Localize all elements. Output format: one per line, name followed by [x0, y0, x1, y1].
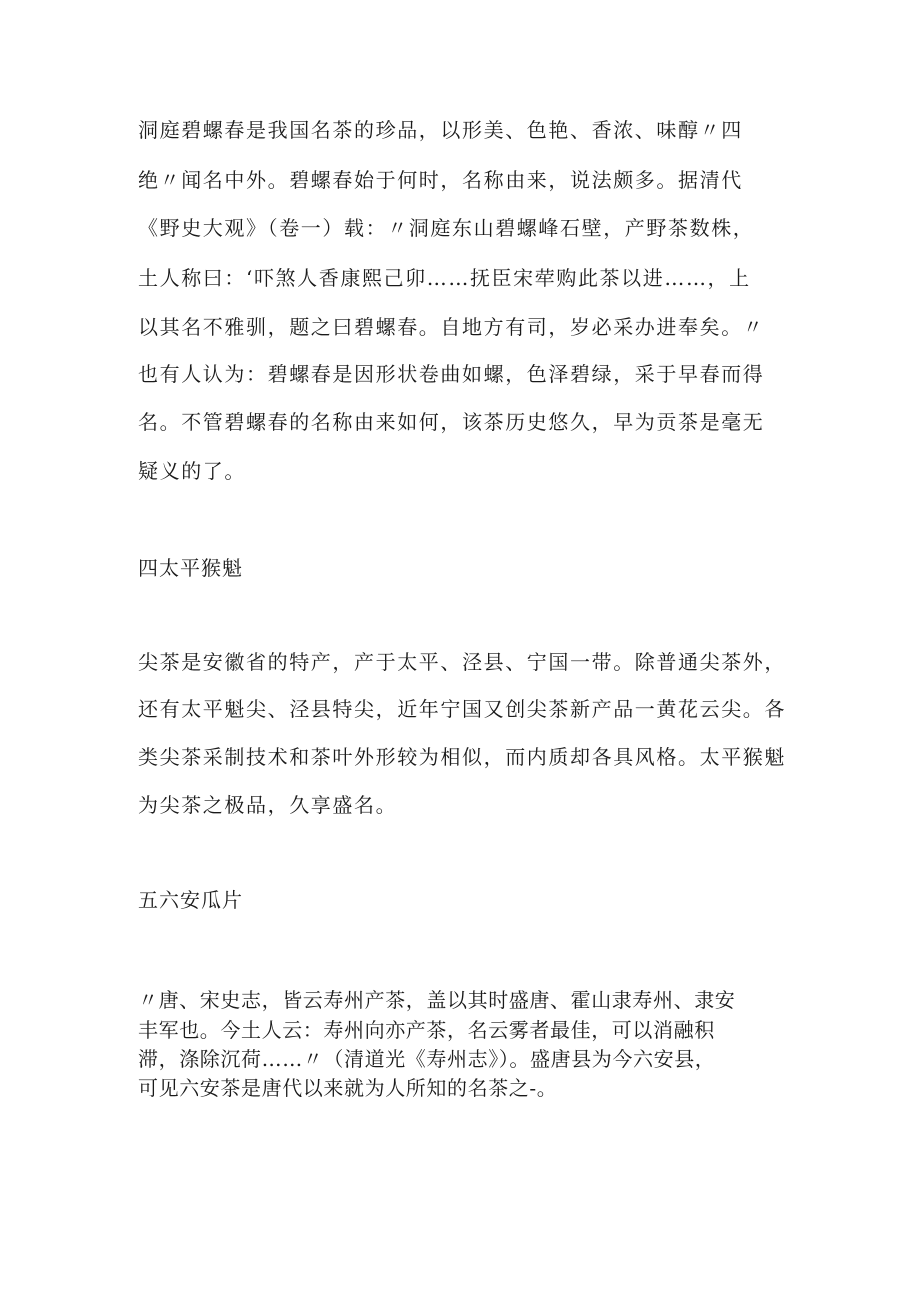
paragraph-line: 滞，涤除沉荷……〃（清道光《寿州志》）。盛唐县为今六安县，	[138, 1047, 716, 1071]
paragraph-line: 丰军也。今土人云：寿州向亦产茶，名云雾者最佳，可以消融积	[138, 1018, 715, 1042]
paragraph-line: 为尖茶之极品，久享盛名。	[138, 793, 398, 817]
paragraph-line: 洞庭碧螺春是我国名茶的珍品，以形美、色艳、香浓、味醇〃四	[138, 118, 743, 142]
paragraph-line: 还有太平魁尖、泾县特尖，近年宁国又创尖茶新产品一黄花云尖。各	[138, 697, 786, 721]
paragraph-line: 可见六安茶是唐代以来就为人所知的名茶之-。	[138, 1076, 558, 1100]
paragraph-line: 名。不管碧螺春的名称由来如何，该茶历史悠久，早为贡茶是毫无	[138, 410, 765, 434]
paragraph-line: 绝〃闻名中外。碧螺春始于何时，名称由来，说法颇多。据清代	[138, 168, 743, 192]
section-heading: 四太平猴魁	[138, 556, 243, 580]
paragraph-line: 也有人认为：碧螺春是因形状卷曲如螺，色泽碧绿，采于早春而得	[138, 362, 765, 386]
paragraph-line: 类尖茶采制技术和茶叶外形较为相似，而内质却各具风格。太平猴魁	[138, 745, 786, 769]
section-heading: 五六安瓜片	[138, 888, 243, 912]
paragraph-line: 《野史大观》（卷一）载：〃洞庭东山碧螺峰石壁，产野茶数株，	[138, 216, 755, 240]
paragraph-line: 〃唐、宋史志，皆云寿州产茶，盖以其时盛唐、霍山隶寿州、隶安	[138, 988, 736, 1012]
paragraph-line: 以其名不雅驯，题之曰碧螺春。自地方有司，岁必采办进奉矣。〃	[138, 315, 765, 339]
paragraph-line: 疑义的了。	[138, 459, 246, 483]
paragraph-line: 土人称曰：‘吓煞人香康熙己卯……抚臣宋荦购此茶以进……，上	[138, 266, 751, 290]
paragraph-line: 尖茶是安徽省的特产，产于太平、泾县、宁国一带。除普通尖茶外，	[138, 650, 786, 674]
